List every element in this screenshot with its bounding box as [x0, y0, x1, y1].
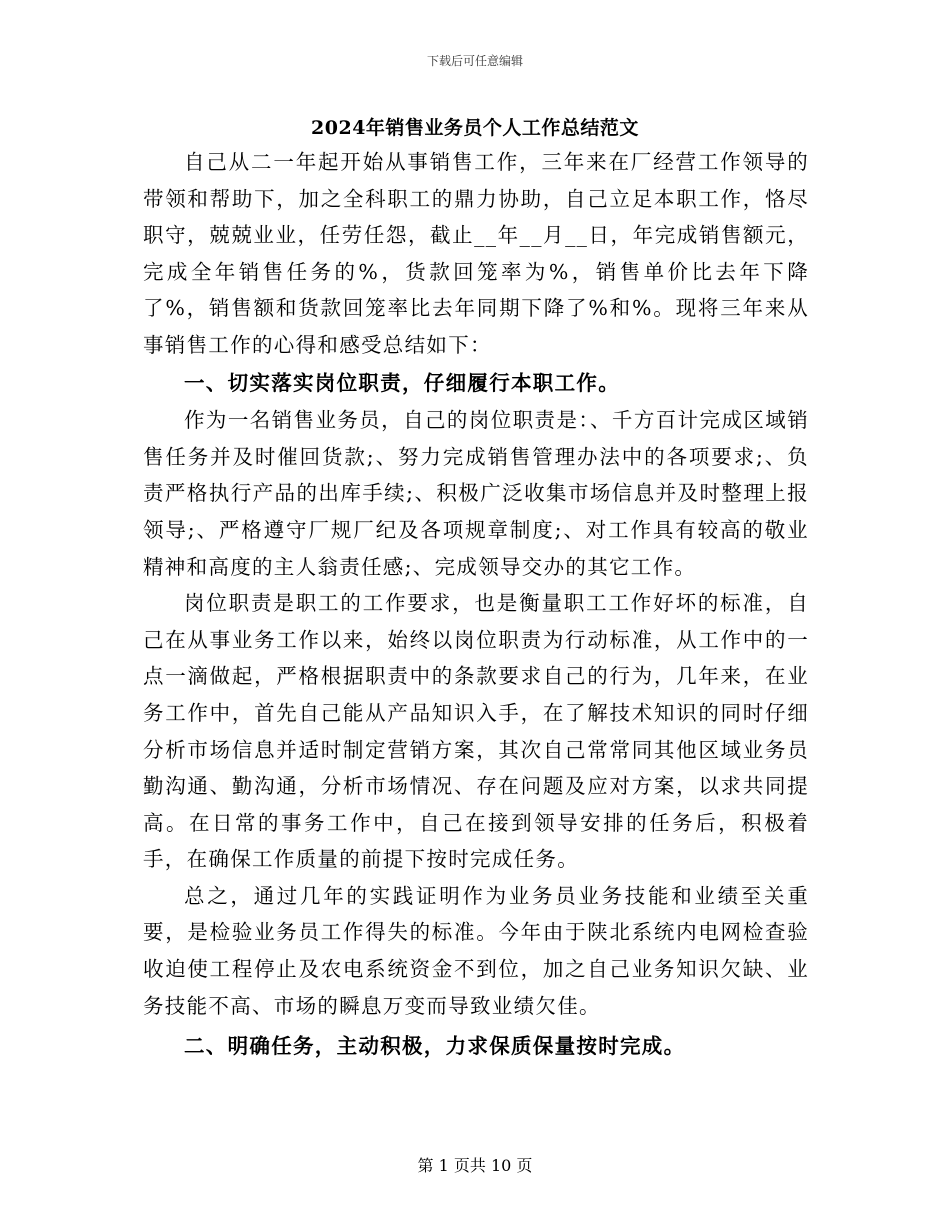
document-title: 2024年销售业务员个人工作总结范文 — [311, 117, 639, 139]
section-heading-2: 二、明确任务，主动积极，力求保质保量按时完成。 — [184, 1034, 686, 1059]
paragraph-standards: 岗位职责是职工的工作要求，也是衡量职工工作好坏的标准，自己在从事业务工作以来，始终以岗位职责为行动标准，从工作中的一点一滴做起，严格根据职责中的条款要求自己的行为，几年来，在业务工作中，首先自己能从产品知识入手，在了解技术知识的同时仔细分析市场信息并适时制定营销方案，其次自己常常同其他区域业务员勤沟通、勤沟通，分析市场情况、存在问题及应对方案，以求共同提高。在日常的事务工作中，自己在接到领导安排的任务后，积极着手，在确保工作质量的前提下按时完成任务。 — [143, 591, 809, 872]
page-number-footer: 第 1 页共 10 页 — [417, 1156, 533, 1175]
paragraph-summary: 总之，通过几年的实践证明作为业务员业务技能和业绩至关重要，是检验业务员工作得失的标准。今年由于陕北系统内电网检查验收迫使工程停止及农电系统资金不到位，加之自己业务知识欠缺、业务技能不高、市场的瞬息万变而导致业绩欠佳。 — [143, 883, 809, 1018]
paragraph-duties: 作为一名销售业务员，自己的岗位职责是：、千方百计完成区域销售任务并及时催回货款;、努力完成销售管理办法中的各项要求;、负责严格执行产品的出库手续;、积极广泛收集市场信息并及时整理上报领导;、严格遵守厂规厂纪及各项规章制度;、对工作具有较高的敬业精神和高度的主人翁责任感;、完成领导交办的其它工作。 — [143, 408, 809, 579]
paragraph-intro: 自己从二一年起开始从事销售工作，三年来在厂经营工作领导的带领和帮助下，加之全科职工的鼎力协助，自己立足本职工作，恪尽职守，兢兢业业，任劳任怨，截止__年__月__日，年完成销售额元，完成全年销售任务的%，货款回笼率为%，销售单价比去年下降了%，销售额和货款回笼率比去年同期下降了%和%。现将三年来从事销售工作的心得和感受总结如下： — [143, 150, 809, 357]
section-heading-1: 一、切实落实岗位职责，仔细履行本职工作。 — [184, 370, 620, 395]
page-header-note: 下载后可任意编辑 — [426, 54, 523, 68]
document-body — [143, 144, 809, 1066]
